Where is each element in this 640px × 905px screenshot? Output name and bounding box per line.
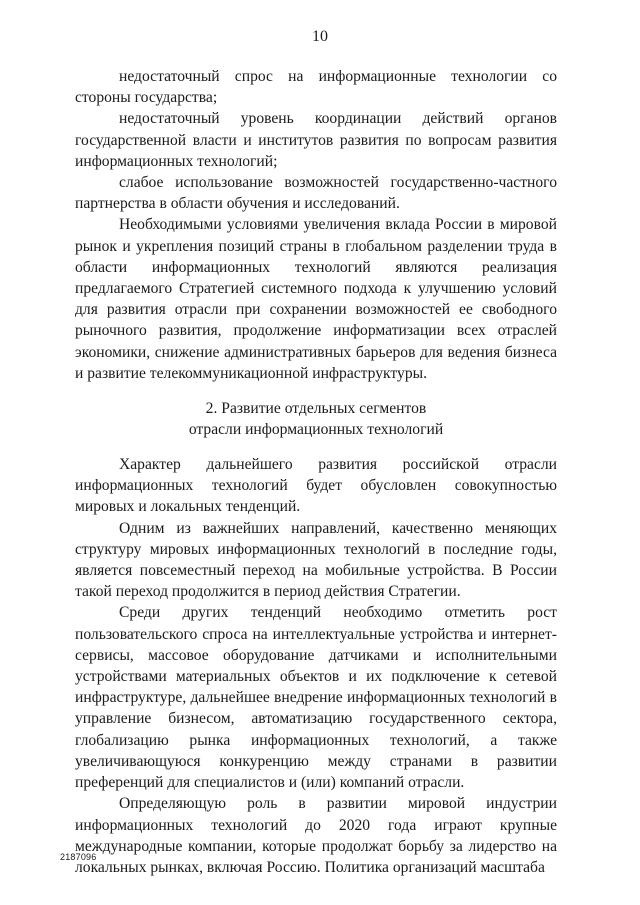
paragraph: Среди других тенденций необходимо отметить рост пользовательского спроса на интеллектуальные устройства и интернет-сервисы, массовое оборудование датчиками и исполнительными устройствами материальных объектов и их подключение к сетевой инфраструктуре, дальнейшее внедрение информационных технологий в управление бизнесом, автоматизацию государственного сектора, глобализацию рынка информационных технологий, а также увеличивающуюся конкуренцию между странами в развитии преференций для специалистов и (или) компаний отрасли. [75, 604, 557, 792]
paragraph: Характер дальнейшего развития российской отрасли информационных технологий будет обусловлен совокупностью мировых и локальных тенденций. [75, 456, 557, 516]
document-code: 2187096 [60, 852, 97, 862]
section-heading [75, 398, 557, 440]
paragraph: недостаточный уровень координации действий органов государственной власти и институтов развития по вопросам развития информационных технологий; [75, 110, 557, 170]
section-heading-line-2: отрасли информационных технологий [188, 421, 444, 439]
paragraph: Необходимыми условиями увеличения вклада России в мировой рынок и укрепления позиций страны в глобальном разделении труда в области информационных технологий являются реализация предлагаемого Стратегией системного подхода к улучшению условий для развития отрасли при сохранении возможностей ее свободного рыночного развития, продолжение информатизации всех отраслей экономики, снижение административных барьеров для ведения бизнеса и развитие телекоммуникационной инфраструктуры. [75, 216, 557, 382]
page-number: 10 [312, 28, 328, 45]
paragraph: недостаточный спрос на информационные технологии со стороны государства; [75, 68, 557, 107]
paragraph: слабое использование возможностей государственно-частного партнерства в области обучения и исследований. [75, 174, 557, 213]
document-body [75, 66, 557, 878]
section-heading-line-1: 2. Развитие отдельных сегментов [205, 400, 427, 418]
paragraph: Определяющую роль в развитии мировой индустрии информационных технологий до 2020 года играют крупные международные компании, которые продолжат борьбу за лидерство на локальных рынках, включая Россию. Политика организаций масштаба [75, 795, 557, 876]
paragraph: Одним из важнейших направлений, качественно меняющих структуру мировых информационных технологий в последние годы, является повсеместный переход на мобильные устройства. В России такой переход продолжится в период действия Стратегии. [75, 519, 557, 601]
